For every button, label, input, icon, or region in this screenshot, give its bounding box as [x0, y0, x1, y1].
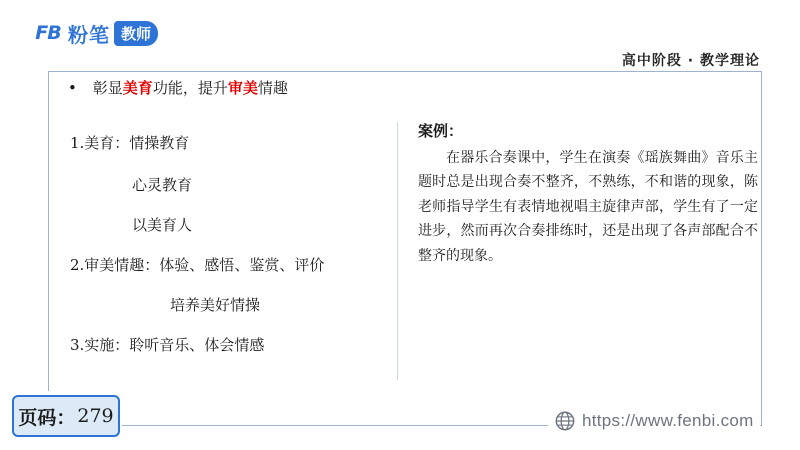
left-rule — [48, 71, 49, 391]
outline-item: 3.实施：聆听音乐、体会情感 — [70, 336, 265, 354]
outline-item: 1.美育：情操教育 — [70, 134, 190, 152]
footer-url — [548, 410, 760, 432]
bullet-highlight-2: 审美 — [227, 79, 258, 97]
bullet-prefix: 彰显 — [92, 79, 123, 97]
bullet-dot-icon: • — [68, 79, 77, 97]
top-rule — [48, 71, 762, 72]
stage-label: 高中阶段 · 教学理论 — [621, 53, 760, 69]
page-number: 279 — [77, 405, 114, 427]
outline-item: 以美育人 — [132, 216, 193, 234]
case-title: 案例： — [418, 122, 464, 140]
column-divider — [397, 122, 398, 380]
outline-item: 2.审美情趣：体验、感悟、鉴赏、评价 — [70, 256, 325, 274]
fenbi-logo — [30, 19, 158, 47]
page-label: 页码： — [18, 406, 76, 429]
bullet-heading — [68, 77, 288, 98]
case-body: 在器乐合奏课中，学生在演奏《瑶族舞曲》音乐主题时总是出现合奏不整齐，不熟练，不和谐的现象，陈老师指导学生有表情地视唱主旋律声部，学生有了一定进步，然而再次合奏排练时，还是出现了各声部配合不整齐的现象。 — [418, 150, 758, 264]
url-text: https://www.fenbi.com — [582, 411, 754, 430]
logo-name: 粉笔 — [68, 22, 110, 47]
bullet-middle: 功能，提升 — [152, 79, 228, 97]
fenbi-logo-icon: FB — [35, 22, 61, 44]
outline-item: 心灵教育 — [132, 176, 193, 194]
globe-icon — [554, 410, 576, 432]
right-rule — [761, 71, 762, 425]
bullet-suffix: 情趣 — [257, 79, 288, 97]
bullet-highlight-1: 美育 — [122, 79, 153, 97]
outline-item: 培养美好情操 — [170, 296, 261, 314]
logo-tag: 教师 — [114, 21, 158, 46]
page-number-badge — [12, 395, 120, 437]
